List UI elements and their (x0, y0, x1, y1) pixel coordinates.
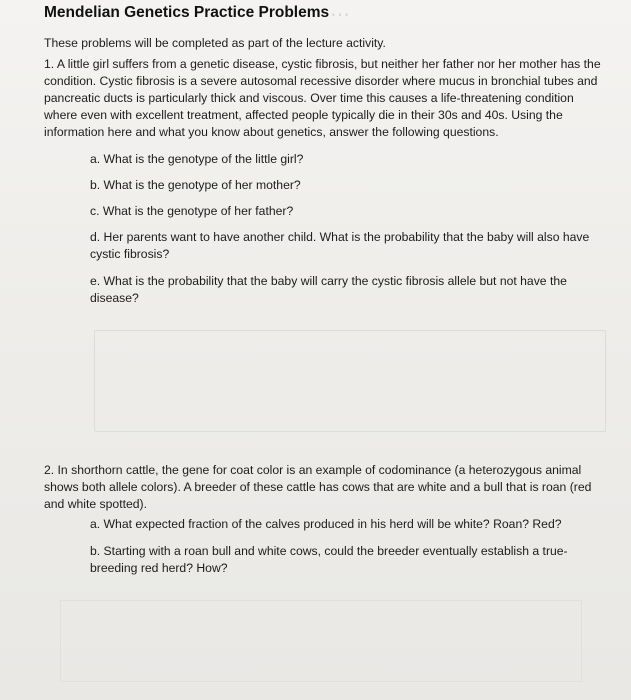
question-1e: e. What is the probability that the baby will carry the cystic fibrosis allele but not have the disease? (90, 274, 567, 305)
intro-text: These problems will be completed as part of the lecture activity. (44, 36, 386, 50)
answer-area (94, 330, 606, 432)
question-1b: b. What is the genotype of her mother? (90, 178, 301, 192)
question-2b: b. Starting with a roan bull and white cows, could the breeder eventually establish a true-breeding red herd? How? (90, 544, 568, 575)
problem-2-text: 2. In shorthorn cattle, the gene for coat color is an example of codominance (a heterozygous animal shows both allele colors). A breeder of these cattle has cows that are white and a bull that is roan (red and white spotted). (44, 463, 592, 511)
question-1a: a. What is the genotype of the little girl? (90, 152, 304, 166)
bleed-through-mark: ⋯ (330, 4, 351, 26)
question-2a: a. What expected fraction of the calves produced in his herd will be white? Roan? Red? (90, 517, 562, 531)
answer-area-2 (60, 600, 582, 682)
page-title: Mendelian Genetics Practice Problems (44, 4, 330, 21)
problem-1-text: 1. A little girl suffers from a genetic disease, cystic fibrosis, but neither her father nor her mother has the condition. Cystic fibrosis is a severe autosomal recessive disorder where mucus in bronchial tubes and pancreatic ducts is particularly thick and viscous. Over time this causes a life-threatening condition where even with excellent treatment, affected people typically die in their 30s and 40s. Using the information here and what you know about genetics, answer the following questions. (44, 57, 601, 139)
question-1c: c. What is the genotype of her father? (90, 204, 294, 218)
question-1d: d. Her parents want to have another child. What is the probability that the baby will also have cystic fibrosis? (90, 230, 590, 261)
